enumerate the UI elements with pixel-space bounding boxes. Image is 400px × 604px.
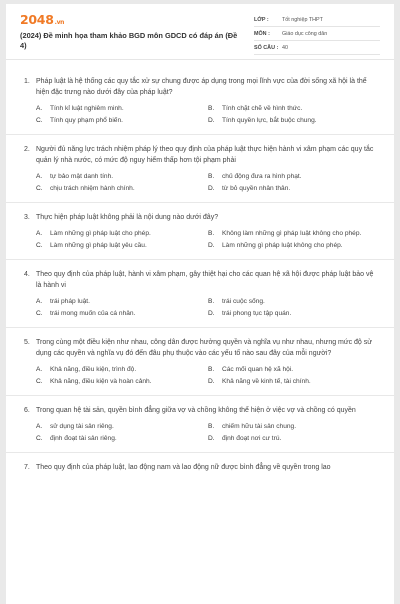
option-text: trái phong tục tập quán. xyxy=(222,310,292,317)
answer-option[interactable] xyxy=(36,240,208,252)
option-text: Tính quy phạm phổ biến. xyxy=(50,117,123,124)
answer-option[interactable] xyxy=(208,171,380,183)
question-number: 6. xyxy=(24,407,30,414)
answer-option[interactable] xyxy=(36,376,208,388)
option-letter: C. xyxy=(36,242,43,249)
question-item xyxy=(6,76,394,127)
option-letter: D. xyxy=(208,242,215,249)
question-item xyxy=(6,337,394,388)
option-text: Làm những gì pháp luật cho phép. xyxy=(50,230,151,237)
option-letter: C. xyxy=(36,378,43,385)
page-header xyxy=(6,4,394,60)
info-row-class xyxy=(254,13,380,27)
question-text: Thực hiện pháp luật không phải là nội dung nào dưới đây? xyxy=(36,214,219,221)
question-stem xyxy=(20,405,380,416)
option-text: Làm những gì pháp luật yêu cầu. xyxy=(50,242,147,249)
answer-option[interactable] xyxy=(208,364,380,376)
question-stem xyxy=(20,269,380,291)
option-letter: A. xyxy=(36,298,43,305)
option-text: Tính quyền lực, bắt buộc chung. xyxy=(222,117,317,124)
info-row-count xyxy=(254,41,380,55)
question-divider xyxy=(6,259,394,260)
question-text: Trong cùng một điều kiện như nhau, công dân được hưởng quyền và nghĩa vụ như nhau, nhưng mức độ sử dụng các quyền và nghĩa vụ đó đến đâu phụ thuộc vào các yếu tố nào sau đây của mỗi người? xyxy=(36,339,372,357)
option-letter: D. xyxy=(208,185,215,192)
option-text: trái cuộc sống. xyxy=(222,298,265,305)
question-text: Người đủ năng lực trách nhiệm pháp lý theo quy định của pháp luật thực hiện hành vi xâm phạm các quy tắc quản lý nhà nước, có mức độ nguy hiểm thấp hơn tội phạm phải xyxy=(36,146,374,164)
logo-suffix: .vn xyxy=(54,19,65,26)
answer-options xyxy=(36,364,380,388)
logo-text: 2048 xyxy=(20,12,54,27)
answer-options xyxy=(36,103,380,127)
question-list xyxy=(6,76,394,473)
answer-option[interactable] xyxy=(208,433,380,445)
answer-option[interactable] xyxy=(36,228,208,240)
answer-option[interactable] xyxy=(36,115,208,127)
question-text: Trong quan hệ tài sản, quyền bình đẳng giữa vợ và chồng không thể hiện ở việc vợ và chồng có quyền xyxy=(36,407,356,414)
question-text: Pháp luật là hệ thống các quy tắc xử sự chung được áp dụng trong mọi lĩnh vực của đời sống xã hội là thể hiện đặc trưng nào dưới đây của pháp luật? xyxy=(36,78,367,96)
question-divider xyxy=(6,202,394,203)
info-value: Tốt nghiệp THPT xyxy=(282,16,323,23)
question-stem xyxy=(20,337,380,359)
option-letter: B. xyxy=(208,423,215,430)
option-letter: B. xyxy=(208,105,215,112)
answer-option[interactable] xyxy=(208,421,380,433)
answer-option[interactable] xyxy=(208,308,380,320)
question-item xyxy=(6,212,394,252)
option-letter: B. xyxy=(208,298,215,305)
question-item xyxy=(6,269,394,320)
option-text: Tính kỉ luật nghiêm minh. xyxy=(50,105,124,112)
option-letter: A. xyxy=(36,423,43,430)
answer-option[interactable] xyxy=(36,308,208,320)
answer-option[interactable] xyxy=(208,296,380,308)
option-text: Khả năng, điều kiện, trình độ. xyxy=(50,366,137,373)
answer-option[interactable] xyxy=(36,433,208,445)
question-number: 3. xyxy=(24,214,30,221)
question-item xyxy=(6,144,394,195)
option-text: chiếm hữu tài sản chung. xyxy=(222,423,297,430)
option-letter: D. xyxy=(208,435,215,442)
question-divider xyxy=(6,134,394,135)
option-text: Tính chặt chẽ về hình thức. xyxy=(222,105,303,112)
answer-option[interactable] xyxy=(208,103,380,115)
info-value: 40 xyxy=(282,44,288,51)
question-divider xyxy=(6,452,394,453)
answer-options xyxy=(36,421,380,445)
question-text: Theo quy định của pháp luật, hành vi xâm phạm, gây thiệt hại cho các quan hệ xã hội được pháp luật bảo vệ là hành vi xyxy=(36,271,374,289)
option-text: Khả năng, điều kiện và hoàn cảnh. xyxy=(50,378,152,385)
option-letter: D. xyxy=(208,117,215,124)
answer-options xyxy=(36,171,380,195)
answer-option[interactable] xyxy=(208,115,380,127)
option-text: Làm những gì pháp luật không cho phép. xyxy=(222,242,343,249)
answer-option[interactable] xyxy=(208,183,380,195)
question-item xyxy=(6,405,394,445)
info-table xyxy=(254,13,380,55)
option-text: chịu trách nhiệm hành chính. xyxy=(50,185,135,192)
answer-option[interactable] xyxy=(36,296,208,308)
question-divider xyxy=(6,327,394,328)
info-row-subject xyxy=(254,27,380,41)
option-letter: C. xyxy=(36,117,43,124)
question-divider xyxy=(6,395,394,396)
option-letter: A. xyxy=(36,230,43,237)
info-label: LỚP : xyxy=(254,16,269,23)
option-letter: C. xyxy=(36,185,43,192)
option-letter: C. xyxy=(36,435,43,442)
document-page xyxy=(6,4,394,604)
option-text: Không làm những gì pháp luật không cho phép. xyxy=(222,230,362,237)
question-stem xyxy=(20,462,380,473)
question-stem xyxy=(20,144,380,166)
answer-option[interactable] xyxy=(208,228,380,240)
question-number: 1. xyxy=(24,78,30,85)
question-text: Theo quy định của pháp luật, lao động nam và lao động nữ được bình đẳng về quyền trong lao xyxy=(36,464,331,471)
answer-options xyxy=(36,296,380,320)
option-text: sử dụng tài sản riêng. xyxy=(50,423,114,430)
option-letter: B. xyxy=(208,366,215,373)
option-text: tự bảo mật danh tính. xyxy=(50,173,114,180)
answer-option[interactable] xyxy=(36,103,208,115)
answer-option[interactable] xyxy=(36,364,208,376)
option-text: định đoạt nơi cư trú. xyxy=(222,435,282,442)
answer-option[interactable] xyxy=(36,421,208,433)
info-label: SỐ CÂU : xyxy=(254,44,279,51)
option-letter: D. xyxy=(208,378,215,385)
question-number: 2. xyxy=(24,146,30,153)
option-text: Các mối quan hệ xã hội. xyxy=(222,366,294,373)
option-text: trái mong muốn của cá nhân. xyxy=(50,310,136,317)
answer-option[interactable] xyxy=(36,171,208,183)
question-stem xyxy=(20,76,380,98)
answer-option[interactable] xyxy=(208,240,380,252)
info-label: MÔN : xyxy=(254,30,270,37)
answer-option[interactable] xyxy=(208,376,380,388)
document-title: (2024) Đề minh họa tham khảo BGD môn GDCD có đáp án (Đề 4) xyxy=(20,31,238,50)
option-text: định đoạt tài sản riêng. xyxy=(50,435,117,442)
option-letter: B. xyxy=(208,230,215,237)
option-letter: A. xyxy=(36,366,43,373)
info-value: Giáo dục công dân xyxy=(282,30,328,37)
option-text: Khả năng về kinh tế, tài chính. xyxy=(222,378,311,385)
option-letter: A. xyxy=(36,105,43,112)
question-number: 4. xyxy=(24,271,30,278)
answer-options xyxy=(36,228,380,252)
option-letter: D. xyxy=(208,310,215,317)
question-item xyxy=(6,462,394,473)
option-letter: C. xyxy=(36,310,43,317)
option-text: chủ động đưa ra hình phạt. xyxy=(222,173,302,180)
option-text: từ bỏ quyền nhân thân. xyxy=(222,185,291,192)
option-text: trái pháp luật. xyxy=(50,298,90,305)
answer-option[interactable] xyxy=(36,183,208,195)
option-letter: B. xyxy=(208,173,215,180)
site-logo[interactable] xyxy=(20,12,64,27)
question-number: 7. xyxy=(24,464,30,471)
question-number: 5. xyxy=(24,339,30,346)
option-letter: A. xyxy=(36,173,43,180)
question-stem xyxy=(20,212,380,223)
